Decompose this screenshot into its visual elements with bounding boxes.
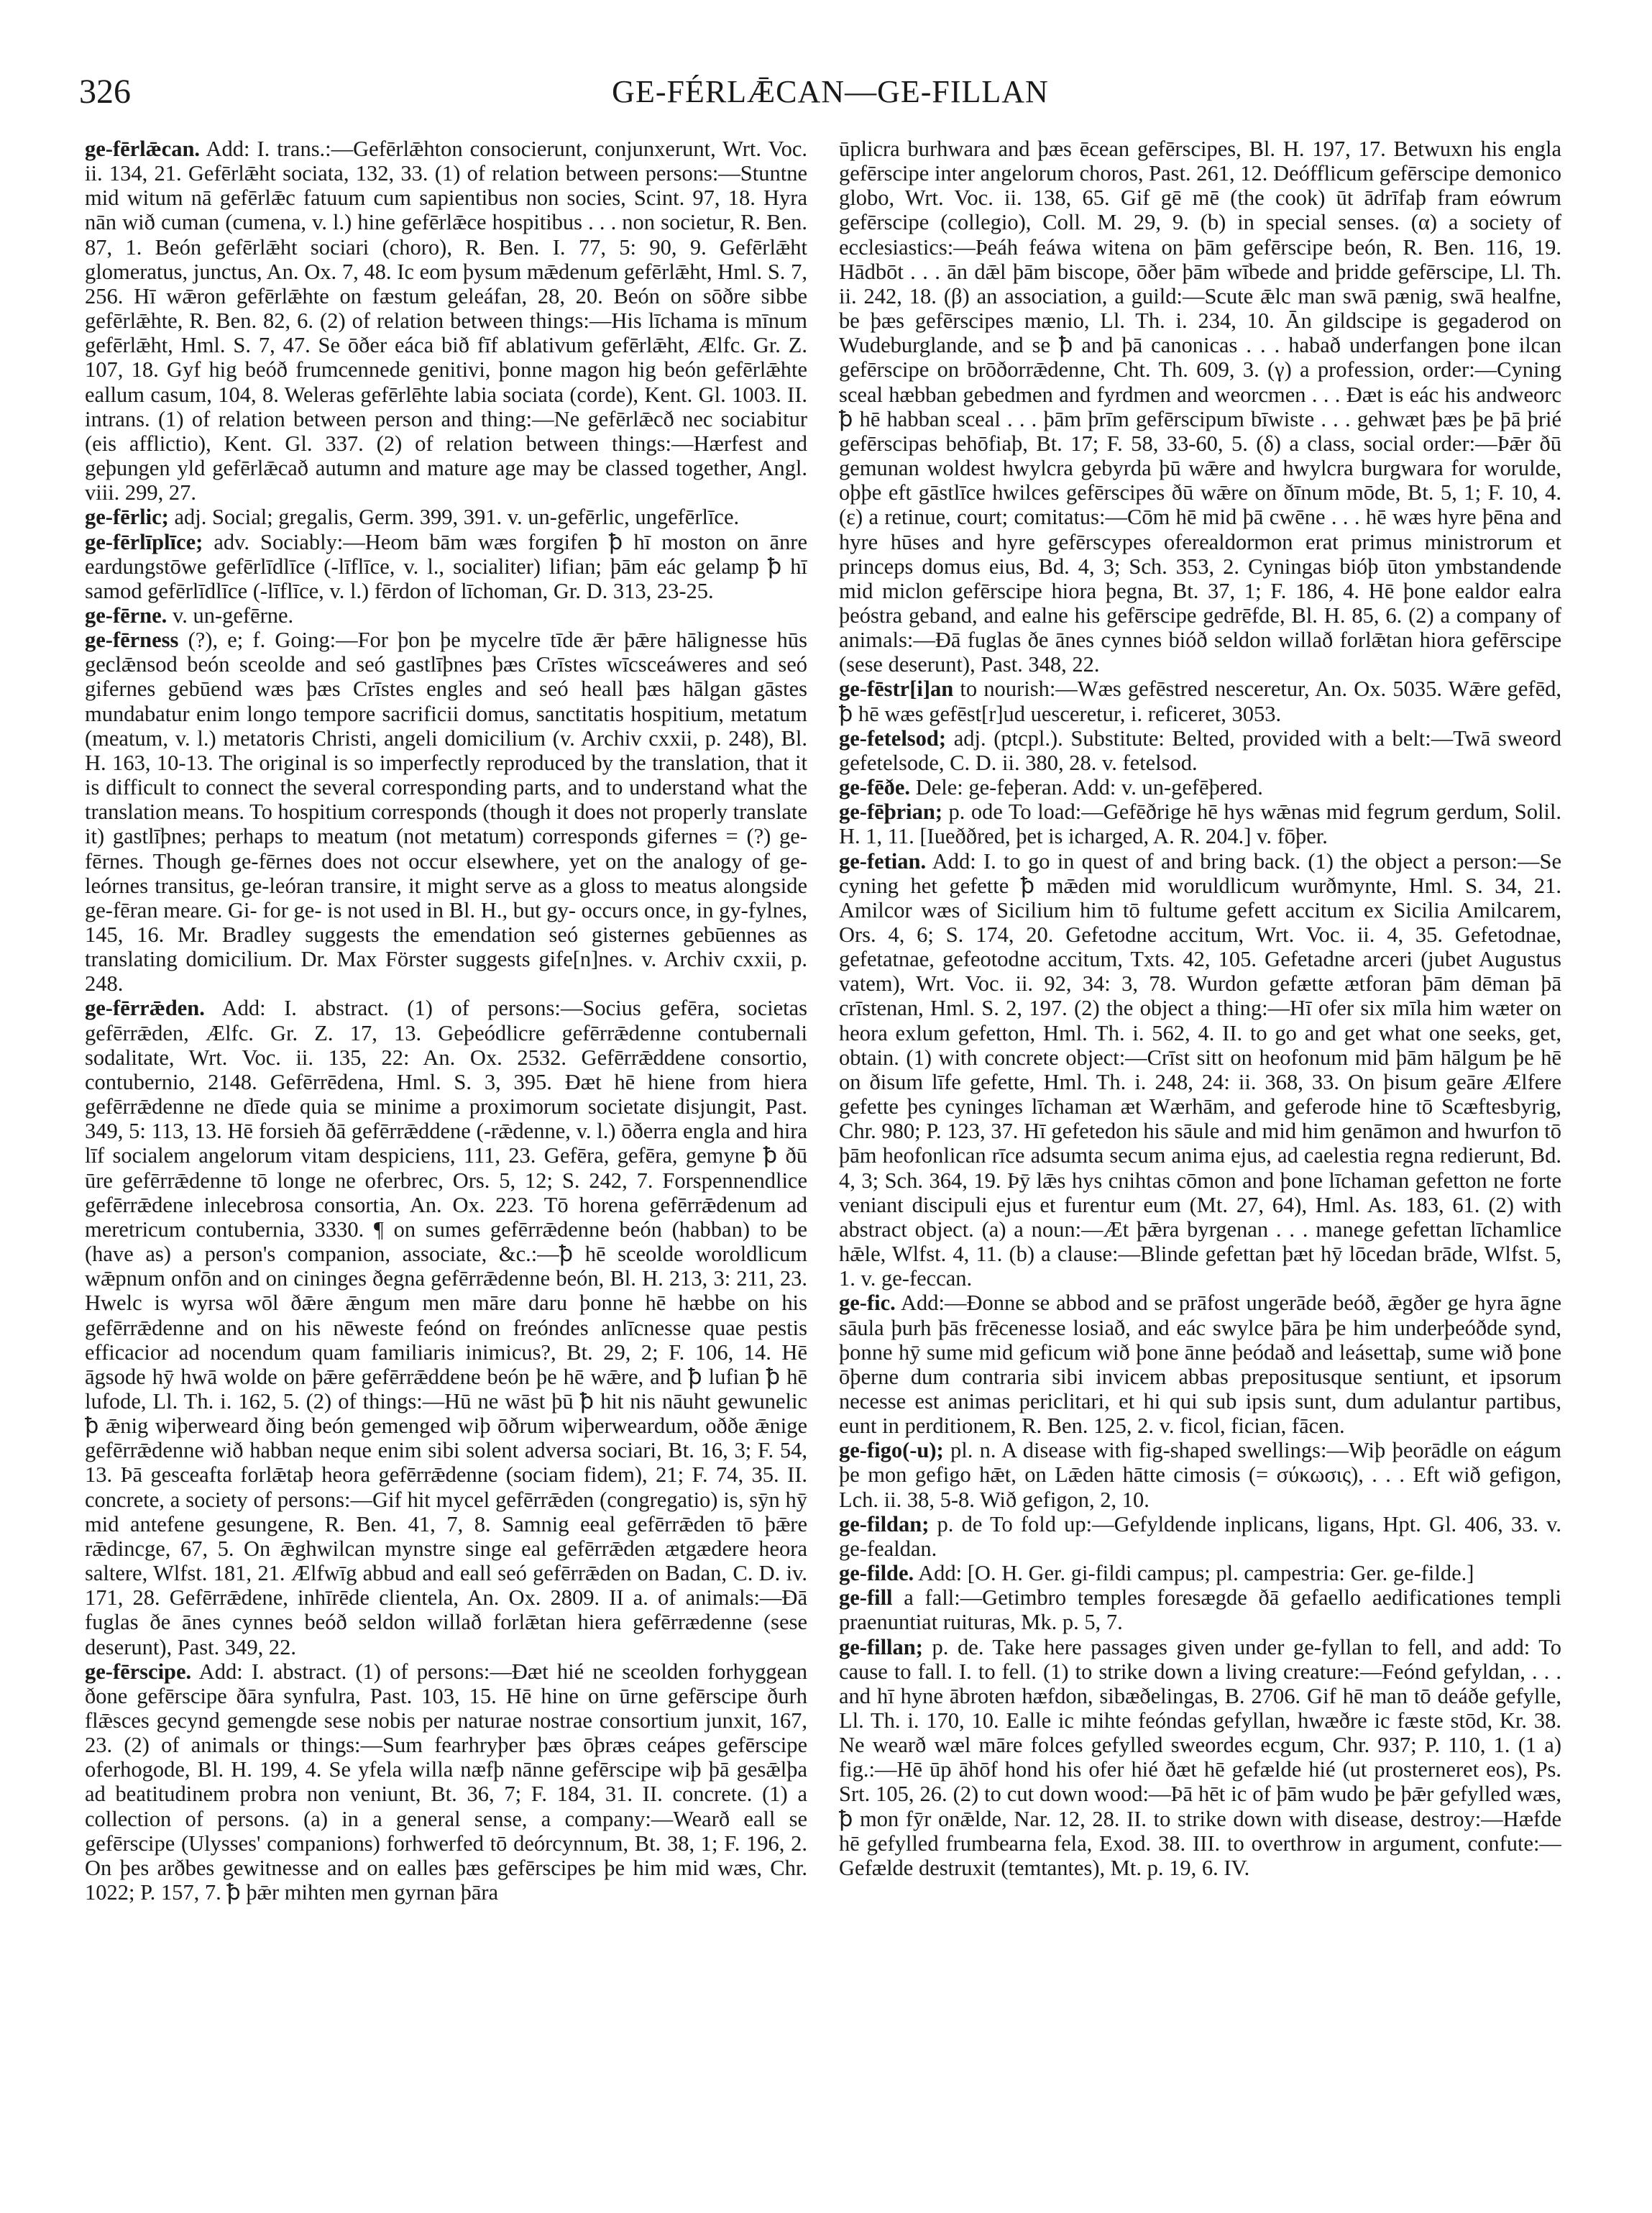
entry-headword: ge-fēstr[i]an [839,677,954,702]
entry-text: ūplicra burhwara and þæs ēcean gefērscipes, Bl. H. 197, 17. Betwuxn his engla gefērscipe inter angelorum choros, Past. 261, 12. Deófflicum gefērscipe demonico globo, Wrt. Voc. ii. 138, 65. Gif gē mē (the cook) ūt ādrīfaþ fram eówrum gefērscipe (collegio), Coll. M. 29, 9. (b) in special senses. (α) a society of ecclesiastics:—Þeáh feáwa witena on þām gefērscipe beón, R. Ben. 116, 19. Hādbōt . . . ān dǣl þām biscope, ōðer þām wībede and þridde gefērscipe, Ll. Th. ii. 242, 18. (β) an association, a guild:—Scute ǣlc man swā pænig, swā healfne, be þæs gefērscipes mænio, Ll. Th. i. 234, 10. Ān gildscipe is gegaderod on Wudeburglande, and se ꝥ and þā canonicas . . . habað underfangen þone ilcan gefērscipe on brōðorrǣdenne, Cht. Th. 609, 3. (γ) a profession, order:—Cyning sceal hæbban gebedmen and fyrdmen and weorcmen . . . Ðæt is eác his andweorc ꝥ hē habban sceal . . . þām þrīm gefērscipum bīwiste . . . gehwæt þæs þe þā þrié gefērscipas behōfiaþ, Bt. 17; F. 58, 33-60, 5. (δ) a class, social order:—Þǣr ðū gemunan woldest hwylcra gebyrda þū wǣre and hwylcra burgwara for worulde, oþþe eft gāstlīce hwilces gefērscipes ðū wǣre on ðīnum mōde, Bt. 5, 1; F. 10, 4. (ε) a retinue, court; comitatus:—Cōm hē mid þā cwēne . . . hē wæs hyre þēna and hyre hūses and hyre gefērscypes oferealdormon erat primus ministrorum et princeps domus eius, Bd. 4, 3; Sch. 353, 2. Cyningas bióþ ūton ymbstandende mid miclon gefērscipe hiora þegna, Bt. 37, 1; F. 186, 4. Hē þone ealdor ealra þeóstra geband, and ealne his gefērscipe gedrēfde, Bl. H. 85, 6. (2) a company of animals:—Ðā fuglas ðe ānes cynnes bióð seldon willað forlǣtan hiora gefērscipe (sese deserunt), Past. 348, 22. [839,137,1561,677]
entry-text: Add: [O. H. Ger. gi-fildi campus; pl. campestria: Ger. ge-filde.] [918,1561,1474,1586]
entry-text: p. de To fold up:—Gefyldende inplicans, ligans, Hpt. Gl. 406, 33. v. ge-fealdan. [839,1511,1561,1561]
entry-text: Add: I. to go in quest of and bring back. (1) the object a person:—Se cyning het gefette ꝥ mǣden mid woruldlicum wurðmynte, Hml. S. 34, 21. Amilcor wæs of Sicilium him tō fultume gefett accitum ex Sicilia Amilcarem, Ors. 4, 6; S. 174, 20. Gefetodne accitum, Wrt. Voc. ii. 4, 35. Gefetodnae, gefetatnae, gefeotodne accitum, Txts. 42, 105. Gefetadne arceri (jubet Augustus vatem), Wrt. Voc. ii. 92, 34: 3, 78. Wurdon gefætte ætforan þām dēman þā crīstenan, Hml. S. 2, 197. (2) the object a thing:—Hī ofer six mīla him wæter on heora exlum gefetton, Hml. Th. i. 562, 4. II. to go and get what one seeks, get, obtain. (1) with concrete object:—Crīst sitt on heofonum mid þām hālgum þe hē on ðisum līfe gefette, Hml. Th. i. 248, 24: ii. 368, 33. On þisum geāre Ælfere gefette þes cyninges līchaman æt Wærhām, and geferode hine tō Scæftesbyrig, Chr. 980; P. 123, 37. Hī gefetedon his sāule and mid him genāmon and hwurfon tō þām heofonlican rīce adsumta secum anima ejus, ad caelestia regna redierunt, Bd. 4, 3; Sch. 364, 19. Þȳ lǣs hys cnihtas cōmon and þone līchaman gefetton ne forte veniant discipuli ejus et furentur eum (Mt. 27, 64), Hml. As. 183, 61. (2) with abstract object. (a) a noun:—Æt þǣra byrgenan . . . manege gefettan līchamlice hǣle, Wlfst. 4, 11. (b) a clause:—Blinde gefettan þæt hȳ lōcedan brāde, Wlfst. 5, 1. v. ge-feccan. [839,848,1561,1291]
entry-headword: ge-fetelsod; [839,725,947,751]
dictionary-entry [85,530,807,603]
entry-headword: ge-fildan; [839,1511,930,1536]
entry-text: v. un-gefērne. [172,602,294,628]
dictionary-entry [839,677,1561,725]
dictionary-entry [85,505,807,529]
entry-headword: ge-fetian. [839,848,927,874]
dictionary-entry [85,996,807,1659]
entry-text: Add: I. trans.:—Gefērlǣhton consocierunt, conjunxerunt, Wrt. Voc. ii. 134, 21. Gefērlǣht sociata, 132, 33. (1) of relation between persons:—Stuntne mid witum nā gefērlǣc fatuum cum sapientibus non socies, Scint. 97, 18. Hyra nān wið cuman (cumena, v. l.) hine gefērlǣce hospitibus . . . non societur, R. Ben. 87, 1. Beón gefērlǣht sociari (choro), R. Ben. I. 77, 5: 90, 9. Gefērlǣht glomeratus, junctus, An. Ox. 7, 48. Ic eom þysum mǣdenum gefērlǣht, Hml. S. 7, 256. Hī wǣron gefērlǣhte on fæstum geleáfan, 28, 20. Beón on sōðre sibbe gefērlǣhte, R. Ben. 82, 6. (2) of relation between things:—His līchama is mīnum gefērlǣht, Hml. S. 7, 47. Se ōðer eáca bið fīf ablativum gefērlǣht, Ælfc. Gr. Z. 107, 18. Gyf hig beóð frumcennede genitivi, þonne magon hig beón gefērlǣhte eallum casum, 104, 8. Weleras gefērlēhte labia sociata (corde), Kent. Gl. 1003. II. intrans. (1) of relation between person and thing:—Ne gefērlǣcð nec sociabitur (eis afflictio), Kent. Gl. 337. (2) of relation between things:—Hærfest and geþungen yld gefērlǣcað autumn and mature age may be classed together, Angl. viii. 299, 27. [85,137,807,505]
entry-headword: ge-fērlǣcan. [85,137,201,161]
dictionary-entry [839,849,1561,1291]
page-header [79,70,1582,114]
entry-text: p. de. Take here passages given under ge-fyllan to fell, and add: To cause to fall. I. to fell. (1) to strike down a living creature:—Feónd gefyldan, . . . and hī hyne ābroten hæfdon, sibæðelingas, B. 2706. Gif hē man tō deáðe gefylle, Ll. Th. i. 170, 10. Ealle ic mihte feóndas gefyllan, hwæðre ic fæste stōd, Kr. 38. Ne wearð wæl māre folces gefylled sweordes ecgum, Chr. 937; P. 110, 1. (1 a) fig.:—Hē ūp āhōf hond his ofer hié ðæt hē gefælde hié (ut prosterneret eos), Ps. Srt. 105, 26. (2) to cut down wood:—Þā hēt ic of þām wudo þe þǣr gefylled wæs, ꝥ mon fȳr onǣlde, Nar. 12, 28. II. to strike down with disease, destroy:—Hæfde hē gefylled frumbearna fela, Exod. 38. III. to overthrow in argument, confute:—Gefælde destruxit (temtantes), Mt. p. 19, 6. IV. [839,1634,1561,1880]
right-column [839,137,1561,2200]
entry-headword: ge-filde. [839,1561,914,1586]
entry-text: Add:—Ðonne se abbod and se prāfost ungerāde beóð, ǣgðer ge hyra āgne sāula þurh þās frēcenesse losiað, and eác swylce þāra þe him underþeóðde synd, þonne hȳ sume mid geficum wið þone ānne þeódað and leásettaþ, sume wið þone ōþerne dum contraria sibi invicem abbas prepositusque sentiunt, et ipsorum necesse est animas periclitari, et hi qui sub ipsis sunt, dum adulantur partibus, eunt in perditionem, R. Ben. 125, 2. v. ficol, fician, fācen. [839,1291,1561,1439]
entry-text: a fall:—Getimbro temples foresægde ðā gefaello aedificationes templi praenuntiat ruituras, Mk. p. 5, 7. [839,1585,1561,1635]
entry-headword: ge-figo(-u); [839,1438,944,1463]
dictionary-entry [839,1291,1561,1438]
entry-headword: ge-fēþrian; [839,799,942,825]
dictionary-entry [839,1438,1561,1511]
dictionary-entry [839,775,1561,799]
entry-text: adv. Sociably:—Heom bām wæs forgifen ꝥ hī moston on ānre eardungstōwe gefērlīdlīce (-līflīce, v. l., socialiter) lifian; þām eác gelamp ꝥ hī samod gefērlīdlīce (-līflīce, v. l.) fērdon of līchoman, Gr. D. 313, 23-25. [85,529,807,603]
entry-text: (?), e; f. Going:—For þon þe mycelre tīde ǣr þǣre hālignesse hūs geclǣnsod beón sceolde and seó gastlīþnes þæs Crīstes wīcsceáweres and seó gifernes gebūend wæs þæs Crīstes engles and seó heall þæs hālgan gāstes mundabatur enim longo tempore sacrificii domus, sanctitatis hospitium, metatum (meatum, v. l.) metatoris Christi, angeli domicilium (v. Archiv cxxii, p. 248), Bl. H. 163, 10-13. The original is so imperfectly reproduced by the translation, that it is difficult to connect the several corresponding parts, and to understand what the translation means. To hospitium corresponds (though it does not properly translate it) gastlīþnes; perhaps to meatum (not metatum) corresponds gifernes = (?) ge-fērnes. Though ge-fērnes does not occur elsewhere, yet on the analogy of ge-leórnes transitus, ge-leóran transire, it might serve as a gloss to meatus alongside ge-fēran meare. Gi- for ge- is not used in Bl. H., but gy- occurs once, in gy-fylnes, 145, 16. Mr. Bradley suggests the emendation seó gisternes gebūennes as translating domicilium. Dr. Max Förster suggests gife[n]nes. v. Archiv cxxii, p. 248. [85,628,807,996]
dictionary-entry [85,1659,807,1905]
dictionary-entry [85,137,807,505]
running-head: GE-FÉRLǢCAN—GE-FILLAN [612,74,1049,109]
entry-text: Add: I. abstract. (1) of persons:—Socius gefēra, societas gefērrǣden, Ælfc. Gr. Z. 17, 13. Geþeódlicre gefērrǣdenne contubernali sodalitate, Wrt. Voc. ii. 135, 22: An. Ox. 2532. Gefērrǣddene consortio, contubernio, 2148. Gefērrēdena, Hml. S. 3, 395. Ðæt hē hiene from hiera gefērrǣdenne ne dīede quia se minime a proximorum societate disjungit, Past. 349, 5: 113, 13. Hē forsieh ðā gefērrǣddene (-rǣdenne, v. l.) ōðerra engla and hira līf socialem angelorum vitam despiciens, 111, 23. Gefēra, gefēra, gemyne ꝥ ðū ūre gefērrǣdenne tō longe ne oferbrec, Ors. 5, 12; S. 242, 7. Forspennendlice gefērrǣdene inlecebrosa consortia, An. Ox. 223. Tō horena gefērrǣdenum ad meretricum contubernia, 3330. ¶ on sumes gefērrǣdenne beón (habban) to be (have as) a person's companion, associate, &c.:—ꝥ hē sceolde woroldlicum wǣpnum onfōn and on cininges ðegna gefērrǣdenne beón, Bl. H. 213, 3: 211, 23. Hwelc is wyrsa wōl ðǣre ǣngum men māre daru þonne hē hæbbe on his gefērrǣdenne and on his nēweste feónd on freóndes anlīcnesse quae pestis efficacior ad nocendum quam familiaris inimicus?, Bt. 29, 2; F. 106, 14. Hē āgsode hȳ hwā wolde on þǣre gefērrǣddene beón þe hē wǣre, and ꝥ lufian ꝥ hē lufode, Ll. Th. i. 162, 5. (2) of things:—Hū ne wāst þū ꝥ hit nis nāuht gewunelic ꝥ ǣnig wiþerweard ðing beón gemenged wiþ ōðrum wiþerweardum, oððe ǣnige gefērrǣdenne wið habban neque enim sibi solent adversa sociari, Bt. 16, 3; F. 54, 13. Þā gesceafta forlǣtaþ heora gefērrǣdenne (sociam fidem), 21; F. 74, 35. II. concrete, a society of persons:—Gif hit mycel gefērrǣden (congregatio) is, sȳn hȳ mid antefene gesungene, R. Ben. 41, 7, 8. Samnig eeal gefērrǣden tō þǣre rǣdincge, 67, 5. On ǣghwilcan mynstre singe eal gefērrǣden ætgædere heora saltere, Wlfst. 181, 21. Ælfwīg abbud and eall seó gefērrǣden on Badan, C. D. iv. 171, 28. Gefērrǣdene, inhīrēde clientela, An. Ox. 2809. II a. of animals:—Ðā fuglas ðe ānes cynnes beóð seldon willað forlǣtan hiera gefērrædenne (sese deserunt), Past. 349, 22. [85,996,807,1659]
page-number: 326 [79,73,131,111]
dictionary-entry [839,1561,1561,1585]
dictionary-entry [839,726,1561,775]
entry-headword: ge-fic. [839,1291,896,1316]
entry-text: to nourish:—Wæs gefēstred nesceretur, An. Ox. 5035. Wǣre gefēd, ꝥ hē wæs gefēst[r]ud uesceretur, i. reficeret, 3053. [839,677,1561,726]
dictionary-entry [85,628,807,996]
entry-headword: ge-fill [839,1585,893,1611]
left-column [85,137,807,2200]
entry-headword: ge-fillan; [839,1634,923,1659]
dictionary-entry [839,799,1561,848]
dictionary-entry [839,1635,1561,1881]
entry-text: adj. Social; gregalis, Germ. 399, 391. v. un-gefērlic, ungefērlīce. [174,505,740,530]
entry-text: p. ode To load:—Gefēðrige hē hys wǣnas mid fegrum gerdum, Solil. H. 1, 11. [Iueððred, þet is icharged, A. R. 204.] v. fōþer. [839,799,1561,849]
entry-text: Dele: ge-feþeran. Add: v. un-gefēþered. [915,775,1263,800]
dictionary-entry [839,1512,1561,1561]
entry-text: pl. n. A disease with fig-shaped swellings:—Wiþ þeorādle on eágum þe mon gefigo hǣt, on Lǣden hātte cimosis (= σύκωσις), . . . Eft wið gefigon, Lch. ii. 38, 5-8. Wið gefigon, 2, 10. [839,1438,1561,1512]
dictionary-entry [839,1585,1561,1634]
entry-headword: ge-fērrǣden. [85,996,205,1021]
entry-headword: ge-fēðe. [839,775,911,800]
entry-text: Add: I. abstract. (1) of persons:—Ðæt hié ne sceolden forhyggean ðone gefērscipe ðāra synfulra, Past. 103, 15. Hē hine on ūrne gefērscipe ðurh flǣsces gecynd gemengde sese nobis per naturae nostrae consortium junxit, 167, 23. (2) of animals or things:—Sum fearhryþer þæs ōþræs ceápes gefērscipe oferhogode, Bl. H. 199, 4. Se yfela willa næfþ nānne gefērscipe wiþ þā gesǣlþa ad beatitudinem probra non veniunt, Bt. 36, 7; F. 184, 31. II. concrete. (1) a collection of persons. (a) in a general sense, a company:—Wearð eall se gefērscipe (Ulysses' companions) forhwerfed tō deórcynnum, Bt. 38, 1; F. 196, 2. On þes arðbes gewitnesse and on ealles þæs gefērscipes þe him mid wæs, Chr. 1022; P. 157, 7. ꝥ þǣr mihten men gyrnan þāra [85,1659,807,1905]
entry-headword: ge-fērlīplīce; [85,529,203,554]
entry-headword: ge-fērne. [85,602,168,628]
entry-headword: ge-fērscipe. [85,1659,192,1684]
entry-text: adj. (ptcpl.). Substitute: Belted, provided with a belt:—Twā sweord gefetelsode, C. D. ii. 380, 28. v. fetelsod. [839,725,1561,775]
entry-headword: ge-fērlic; [85,505,169,530]
dictionary-entry [839,137,1561,677]
dictionary-entry [85,603,807,628]
entry-headword: ge-fērness [85,628,179,653]
